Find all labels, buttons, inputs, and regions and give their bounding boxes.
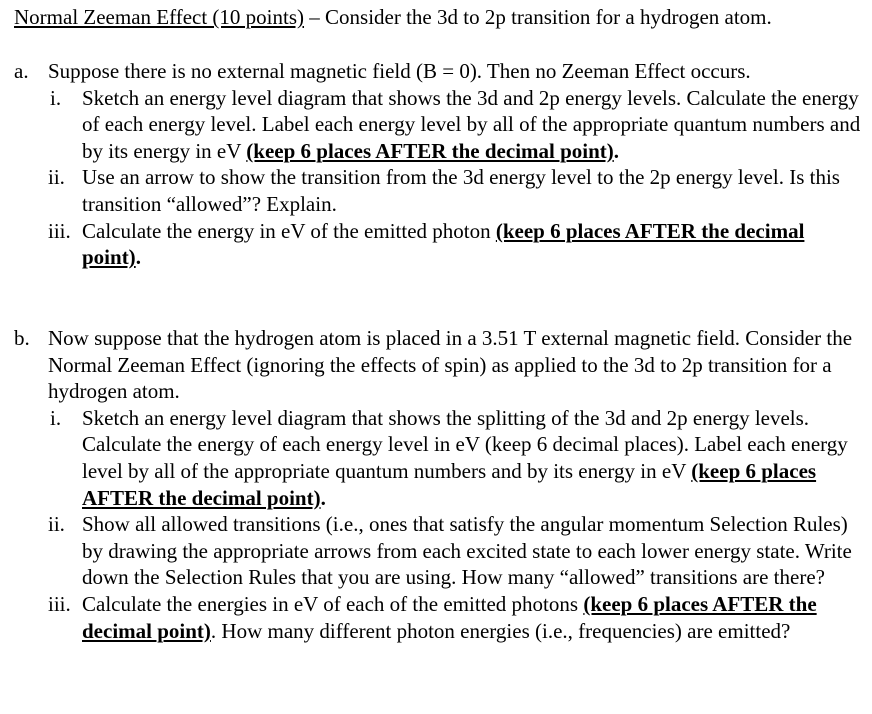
- item-emphasis: (keep 6 places AFTER the decimal point): [82, 591, 817, 643]
- part-b-item-i: [14, 405, 864, 511]
- part-b: [14, 325, 864, 644]
- item-emphasis: (keep 6 places AFTER the decimal point): [82, 218, 805, 270]
- item-number: ii.: [48, 165, 65, 190]
- part-b-letter: b.: [14, 326, 30, 350]
- item-number: iii.: [48, 218, 71, 243]
- part-a-letter: a.: [14, 59, 29, 83]
- part-a: [14, 58, 864, 271]
- item-text: Calculate the energies in eV of each of the emitted photons: [82, 591, 584, 616]
- part-b-item-iii: [14, 591, 864, 644]
- title-text: Consider the 3d to 2p transition for a hydrogen atom.: [325, 5, 772, 29]
- part-a-item-ii: [14, 164, 864, 217]
- item-text: Show all allowed transitions (i.e., ones that satisfy the angular momentum Selection Rules) by drawing the appropriate arrows from each excited state to each lower energy state. Write down the Selection Rules that you are using. How many “allowed” transitions are there?: [82, 512, 852, 590]
- item-number: ii.: [48, 512, 65, 537]
- item-end: .: [613, 138, 620, 163]
- problem-heading: Normal Zeeman Effect (10 points): [14, 5, 305, 29]
- part-a-intro: [14, 58, 864, 85]
- item-end: .: [320, 485, 326, 510]
- item-emphasis: (keep 6 places AFTER the decimal point): [82, 458, 817, 510]
- item-end: . How many different photon energies (i.e., frequencies) are emitted?: [210, 618, 791, 643]
- part-a-item-i: [14, 85, 864, 165]
- item-end: .: [135, 245, 141, 270]
- item-emphasis: (keep 6 places AFTER the decimal point): [246, 138, 614, 163]
- part-b-intro: [14, 325, 864, 405]
- part-b-intro-text: Now suppose that the hydrogen atom is placed in a 3.51 T external magnetic field. Consider the Normal Zeeman Effect (ignoring the effects of spin) as applied to the 3d to 2p transition for a hydrogen atom.: [48, 326, 853, 404]
- item-number: iii.: [48, 591, 71, 616]
- part-a-intro-text: Suppose there is no external magnetic field (B = 0). Then no Zeeman Effect occurs.: [48, 59, 751, 83]
- item-number: i.: [50, 405, 62, 430]
- item-text: Sketch an energy level diagram that shows the 3d and 2p energy levels. Calculate the energy of each energy level. Label each energy level by all of the appropriate quantum numbers and by its energy in eV: [82, 85, 861, 163]
- title-dash: –: [304, 5, 326, 29]
- problem-title: [14, 4, 772, 31]
- item-text: Sketch an energy level diagram that shows the splitting of the 3d and 2p energy levels. Calculate the energy of each energy level in eV (keep 6 decimal places). Label each energy level by all of the appropriate quantum numbers and by its energy in eV: [82, 405, 848, 483]
- item-number: i.: [50, 85, 62, 110]
- item-text: Calculate the energy in eV of the emitted photon: [82, 218, 496, 243]
- item-text: Use an arrow to show the transition from the 3d energy level to the 2p energy level. Is this transition “allowed”? Explain.: [82, 165, 840, 216]
- part-a-item-iii: [14, 218, 864, 271]
- part-b-item-ii: [14, 511, 864, 591]
